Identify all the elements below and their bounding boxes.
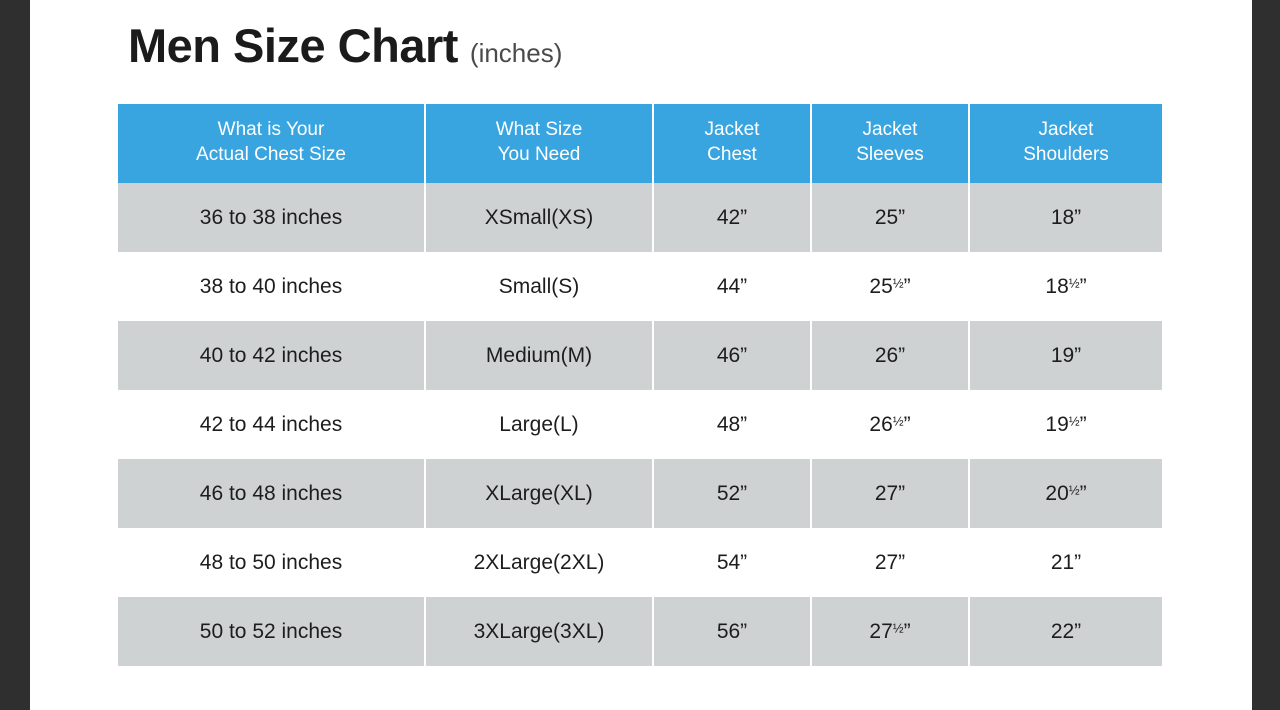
- cell-jacket-shoulders: $18^{\frac{1}{2}}$”: [970, 252, 1162, 321]
- table-row: [118, 252, 1162, 321]
- column-header-line-2: You Need: [497, 143, 581, 165]
- cell-jacket-sleeves: $25^{\frac{1}{2}}$”: [812, 252, 970, 321]
- table-row: [118, 390, 1162, 459]
- size-chart-table: [118, 104, 1162, 666]
- column-header-line-2: Shoulders: [1023, 143, 1109, 165]
- cell-actual-chest-size: 48 to 50 inches: [118, 528, 426, 597]
- cell-actual-chest-size: 38 to 40 inches: [118, 252, 426, 321]
- column-header-line-2: Chest: [707, 143, 757, 165]
- title-block: [128, 19, 563, 72]
- column-header-line-2: Sleeves: [856, 143, 924, 165]
- cell-size-you-need: Medium(M): [426, 321, 654, 390]
- size-chart-slide: [30, 0, 1252, 710]
- cell-jacket-chest: 54”: [654, 528, 812, 597]
- cell-size-you-need: XSmall(XS): [426, 183, 654, 252]
- column-header-size-you-need: [426, 104, 654, 183]
- cell-jacket-chest: 56”: [654, 597, 812, 666]
- column-header-line-2: Actual Chest Size: [196, 143, 346, 165]
- cell-jacket-chest: 46”: [654, 321, 812, 390]
- column-header-line-1: What Size: [495, 119, 583, 140]
- cell-jacket-shoulders: 18”: [970, 183, 1162, 252]
- cell-jacket-sleeves: 27”: [812, 528, 970, 597]
- cell-jacket-shoulders: 21”: [970, 528, 1162, 597]
- cell-jacket-sleeves: 26”: [812, 321, 970, 390]
- cell-size-you-need: 3XLarge(3XL): [426, 597, 654, 666]
- cell-actual-chest-size: 46 to 48 inches: [118, 459, 426, 528]
- column-header-line-1: Jacket: [1038, 119, 1094, 140]
- cell-jacket-sleeves: 27”: [812, 459, 970, 528]
- cell-jacket-shoulders: $19^{\frac{1}{2}}$”: [970, 390, 1162, 459]
- column-header-jacket-sleeves: [812, 104, 970, 183]
- cell-size-you-need: Small(S): [426, 252, 654, 321]
- cell-size-you-need: 2XLarge(2XL): [426, 528, 654, 597]
- cell-actual-chest-size: 36 to 38 inches: [118, 183, 426, 252]
- cell-jacket-chest: 42”: [654, 183, 812, 252]
- cell-jacket-shoulders: $20^{\frac{1}{2}}$”: [970, 459, 1162, 528]
- column-header-actual-chest-size: [118, 104, 426, 183]
- page-subtitle: (inches): [469, 38, 563, 68]
- column-header-jacket-shoulders: [970, 104, 1162, 183]
- cell-actual-chest-size: 42 to 44 inches: [118, 390, 426, 459]
- cell-jacket-chest: 44”: [654, 252, 812, 321]
- table-row: [118, 459, 1162, 528]
- background-gutter-left: [0, 0, 30, 710]
- cell-actual-chest-size: 40 to 42 inches: [118, 321, 426, 390]
- table-row: [118, 321, 1162, 390]
- cell-jacket-sleeves: $27^{\frac{1}{2}}$”: [812, 597, 970, 666]
- cell-jacket-sleeves: $26^{\frac{1}{2}}$”: [812, 390, 970, 459]
- page-title: Men Size Chart: [128, 19, 458, 72]
- column-header-line-1: Jacket: [704, 119, 760, 140]
- cell-jacket-chest: 52”: [654, 459, 812, 528]
- cell-jacket-shoulders: 22”: [970, 597, 1162, 666]
- table-header: [118, 104, 1162, 183]
- cell-size-you-need: XLarge(XL): [426, 459, 654, 528]
- cell-size-you-need: Large(L): [426, 390, 654, 459]
- column-header-line-1: Jacket: [862, 119, 918, 140]
- column-header-jacket-chest: [654, 104, 812, 183]
- column-header-line-1: What is Your: [217, 119, 325, 140]
- table-header-row: [118, 104, 1162, 183]
- cell-jacket-sleeves: 25”: [812, 183, 970, 252]
- table-body: [118, 183, 1162, 666]
- table-row: [118, 528, 1162, 597]
- cell-jacket-shoulders: 19”: [970, 321, 1162, 390]
- table-row: [118, 597, 1162, 666]
- table-row: [118, 183, 1162, 252]
- cell-jacket-chest: 48”: [654, 390, 812, 459]
- background-gutter-right: [1250, 0, 1280, 710]
- cell-actual-chest-size: 50 to 52 inches: [118, 597, 426, 666]
